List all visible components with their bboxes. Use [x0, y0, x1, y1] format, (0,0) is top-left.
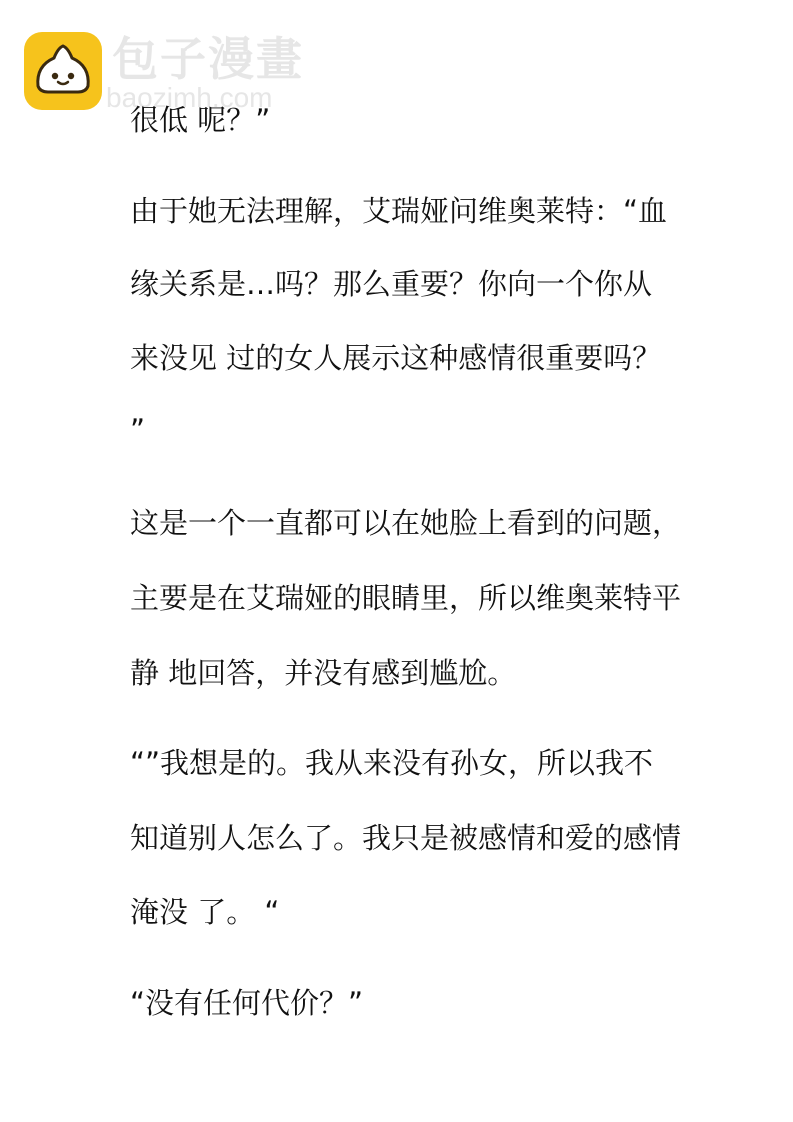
text-line: 很低 呢？” — [130, 103, 271, 137]
text-line: 淹没 了。 “ — [130, 895, 280, 929]
text-line: 由于她无法理解，艾瑞娅问维奥莱特：“血 — [130, 194, 668, 228]
text-line: 这是一个一直都可以在她脸上看到的问题， — [130, 506, 682, 540]
text-line: ” — [130, 413, 146, 447]
text-line: 静 地回答，并没有感到尴尬。 — [130, 656, 517, 690]
text-line: 缘关系是…吗？那么重要？你向一个你从 — [130, 267, 653, 301]
watermark-url: baozimh.com — [106, 82, 273, 113]
bun-logo-icon — [24, 32, 102, 110]
text-line: 主要是在艾瑞娅的眼睛里，所以维奥莱特平 — [130, 581, 682, 615]
watermark-title: 包子漫畫 — [112, 32, 304, 86]
text-line: “没有任何代价？” — [130, 986, 364, 1020]
text-line: 来没见 过的女人展示这种感情很重要吗？ — [130, 341, 662, 375]
text-line: 知道别人怎么了。我只是被感情和爱的感情 — [130, 821, 682, 855]
text-line: “”我想是的。我从来没有孙女，所以我不 — [130, 746, 654, 780]
